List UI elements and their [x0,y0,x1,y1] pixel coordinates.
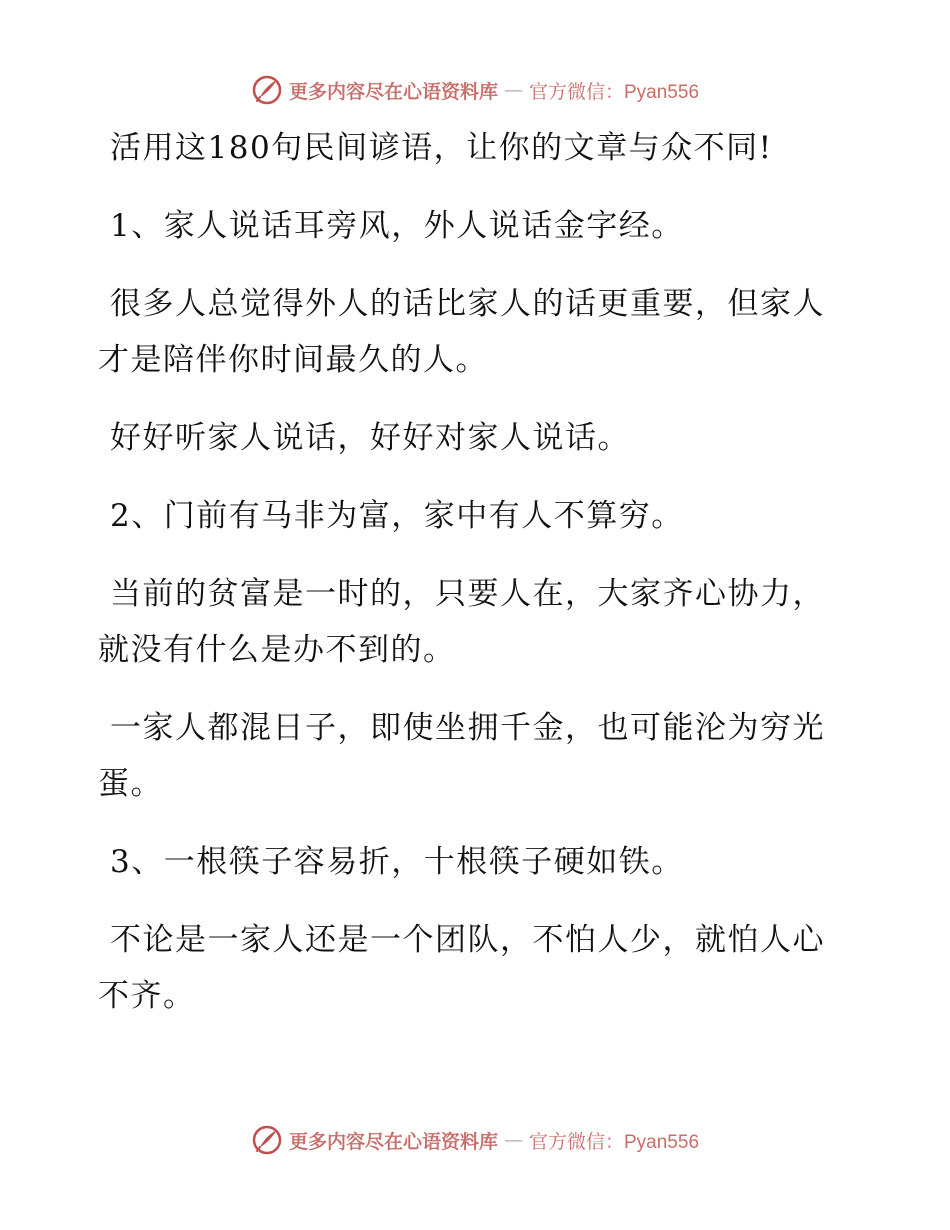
paragraph: 2、门前有马非为富，家中有人不算穷。 [110,498,684,534]
feather-pen-circle-icon [251,1124,283,1156]
paragraph: 1、家人说话耳旁风，外人说话金字经。 [110,208,684,244]
paragraph: 一家人都混日子，即使坐拥千金，也可能沦为穷光蛋。 [98,710,825,802]
paragraph: 很多人总觉得外人的话比家人的话更重要，但家人才是陪伴你时间最久的人。 [98,286,825,378]
watermark-wechat-text: 官方微信：Pyan556 [529,81,700,103]
paragraph: 好好听家人说话，好好对家人说话。 [110,420,630,456]
footer-watermark [0,1120,950,1160]
paragraph: 当前的贫富是一时的，只要人在，大家齐心协力，就没有什么是办不到的。 [98,576,825,668]
watermark-wechat-text: 官方微信：Pyan556 [529,1131,700,1153]
watermark-separator: — [504,1129,523,1151]
header-watermark [0,70,950,110]
paragraph: 不论是一家人还是一个团队，不怕人少，就怕人心不齐。 [98,922,825,1014]
watermark-site-text: 更多内容尽在心语资料库 [288,1130,498,1153]
paragraph: 3、一根筷子容易折，十根筷子硬如铁。 [110,844,684,880]
document-body [98,120,838,1046]
watermark-site-text: 更多内容尽在心语资料库 [288,80,498,103]
feather-pen-circle-icon [251,74,283,106]
watermark-separator: — [504,79,523,101]
document-title: 活用这180句民间谚语，让你的文章与众不同! [110,130,773,166]
